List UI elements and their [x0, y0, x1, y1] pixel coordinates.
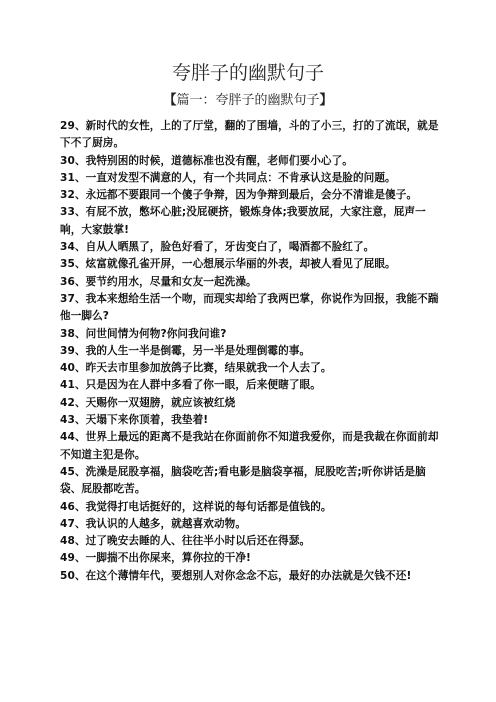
document-title: 夸胖子的幽默句子: [171, 62, 324, 84]
list-item: 44、世界上最远的距离不是我站在你面前你不知道我爱你，而是我裁在你面前却不知道主犯是你。: [60, 431, 439, 461]
list-item: 30、我特别困的时候，道德标准也没有醒，老师们要小心了。: [60, 154, 353, 167]
list-item: 48、过了晚安去睡的人、往往半小时以后还在得瑟。: [60, 535, 311, 548]
section-heading-close-bracket: 】: [319, 93, 333, 108]
section-heading: [0, 92, 496, 110]
list-item: 32、永远都不要跟同一个傻子争辩，因为争辩到最后，会分不清谁是傻子。: [60, 189, 418, 202]
list-item: 34、自从人晒黑了，脸色好看了，牙齿变白了，喝酒都不脸红了。: [60, 241, 375, 254]
list-item: 39、我的人生一半是倒霉，另一半是处理倒霉的事。: [60, 344, 311, 357]
list-item: 40、昨天去市里参加放鸽子比赛，结果就我一个人去了。: [60, 362, 332, 375]
list-item: 43、天塌下来你顶着，我垫着!: [60, 414, 209, 427]
list-item: 42、天赐你一双翅膀，就应该被红烧: [60, 396, 236, 409]
list-item: 31、一直对发型不满意的人，有一个共同点：不肯承认这是脸的问题。: [60, 171, 396, 184]
list-item: 35、炫富就像孔雀开屏，一心想展示华丽的外表，却被人看见了屁眼。: [60, 258, 396, 271]
section-heading-text: 篇一：夸胖子的幽默句子: [176, 93, 320, 108]
list-item: 38、问世间情为何物?你问我问谁?: [60, 327, 227, 340]
list-item: 29、新时代的女性，上的了厅堂，翻的了围墙，斗的了小三，打的了流氓，就是下不了厨房。: [60, 120, 439, 150]
list-item: 49、一脚揣不出你屎来，算你拉的干净!: [60, 552, 251, 565]
list-item: 46、我觉得打电话挺好的，这样说的每句话都是值钱的。: [60, 500, 332, 513]
joke-list: [60, 118, 440, 585]
list-item: 47、我认识的人越多，就越喜欢动物。: [60, 517, 247, 530]
section-heading-open-bracket: 【: [163, 93, 177, 108]
list-item: 33、有屁不放，憋坏心脏;没屁硬挤，锻炼身体;我要放屁，大家注意，屁声一响，大家鼓掌!: [60, 206, 426, 236]
list-item: 45、洗澡是屁股享福，脑袋吃苦;看电影是脑袋享福，屁股吃苦;听你讲话是脑袋、屁股都吃苦。: [60, 465, 426, 496]
list-item: 36、要节约用水，尽量和女友一起洗澡。: [60, 275, 257, 288]
list-item: 41、只是因为在人群中多看了你一眼，后来便瞎了眼。: [60, 379, 321, 392]
list-item: 37、我本来想给生活一个吻，而现实却给了我两巴掌，你说作为回报，我能不踹他一脚么?: [60, 292, 439, 323]
list-item: 50、在这个薄情年代，要想别人对你念念不忘，最好的办法就是欠钱不还!: [60, 569, 412, 582]
